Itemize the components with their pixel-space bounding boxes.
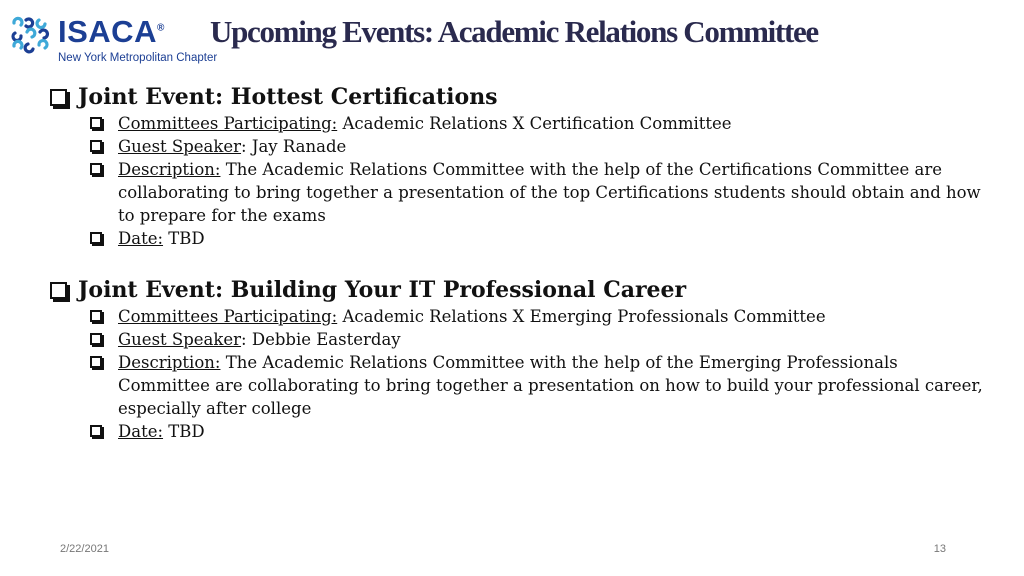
detail-label: Date:: [118, 422, 164, 441]
hollow-square-bullet-icon: [50, 282, 67, 299]
detail-item-date: [90, 420, 990, 443]
detail-text: TBD: [163, 229, 205, 248]
detail-label: Guest Speaker: [118, 330, 242, 349]
slide-content: [50, 82, 990, 468]
hollow-square-bullet-icon: [50, 89, 67, 106]
detail-text: Academic Relations X Emerging Professionals Committee: [337, 307, 826, 326]
hollow-square-bullet-icon: [90, 232, 102, 244]
hollow-square-bullet-icon: [90, 425, 102, 437]
detail-item-speaker: [90, 328, 990, 351]
detail-label: Date:: [118, 229, 164, 248]
detail-item-description: [90, 158, 990, 227]
detail-item-committees: [90, 305, 990, 328]
event-heading: [50, 275, 990, 305]
event-section-1: [50, 82, 990, 250]
event-heading-text: Joint Event: Building Your IT Professional Career: [78, 277, 687, 303]
logo-subtitle: New York Metropolitan Chapter: [58, 52, 218, 64]
detail-item-speaker: [90, 135, 990, 158]
detail-text: The Academic Relations Committee with the help of the Certifications Committee are collaborating to bring together a presentation of the top Certifications students should obtain and how to prepare for the exams: [118, 160, 981, 225]
detail-text: The Academic Relations Committee with the help of the Emerging Professionals Committee are collaborating to bring together a presentation on how to build your professional career, especially after college: [118, 353, 983, 418]
detail-label: Description:: [118, 353, 221, 372]
page-number: 13: [933, 543, 946, 555]
event-heading-text: Joint Event: Hottest Certifications: [78, 84, 498, 110]
detail-text: TBD: [163, 422, 205, 441]
detail-text: : Debbie Easterday: [241, 330, 401, 349]
hollow-square-bullet-icon: [90, 356, 102, 368]
slide-title: Upcoming Events: Academic Relations Committee: [210, 14, 818, 49]
detail-item-date: [90, 227, 990, 250]
event-heading: [50, 82, 990, 112]
detail-label: Guest Speaker: [118, 137, 242, 156]
detail-label: Committees Participating:: [118, 114, 338, 133]
event-section-2: [50, 275, 990, 443]
hollow-square-bullet-icon: [90, 333, 102, 345]
detail-text: : Jay Ranade: [241, 137, 347, 156]
footer-date: 2/22/2021: [60, 543, 109, 555]
isaca-logo: [10, 12, 218, 66]
logo-wordmark: ISACA®: [58, 14, 165, 49]
hollow-square-bullet-icon: [90, 310, 102, 322]
hollow-square-bullet-icon: [90, 117, 102, 129]
hollow-square-bullet-icon: [90, 140, 102, 152]
hollow-square-bullet-icon: [90, 163, 102, 175]
detail-item-description: [90, 351, 990, 420]
event-details-list: [50, 305, 990, 443]
detail-text: Academic Relations X Certification Committee: [337, 114, 732, 133]
detail-label: Committees Participating:: [118, 307, 338, 326]
detail-label: Description:: [118, 160, 221, 179]
isaca-logo-mark-icon: [10, 14, 50, 54]
event-details-list: [50, 112, 990, 250]
detail-item-committees: [90, 112, 990, 135]
